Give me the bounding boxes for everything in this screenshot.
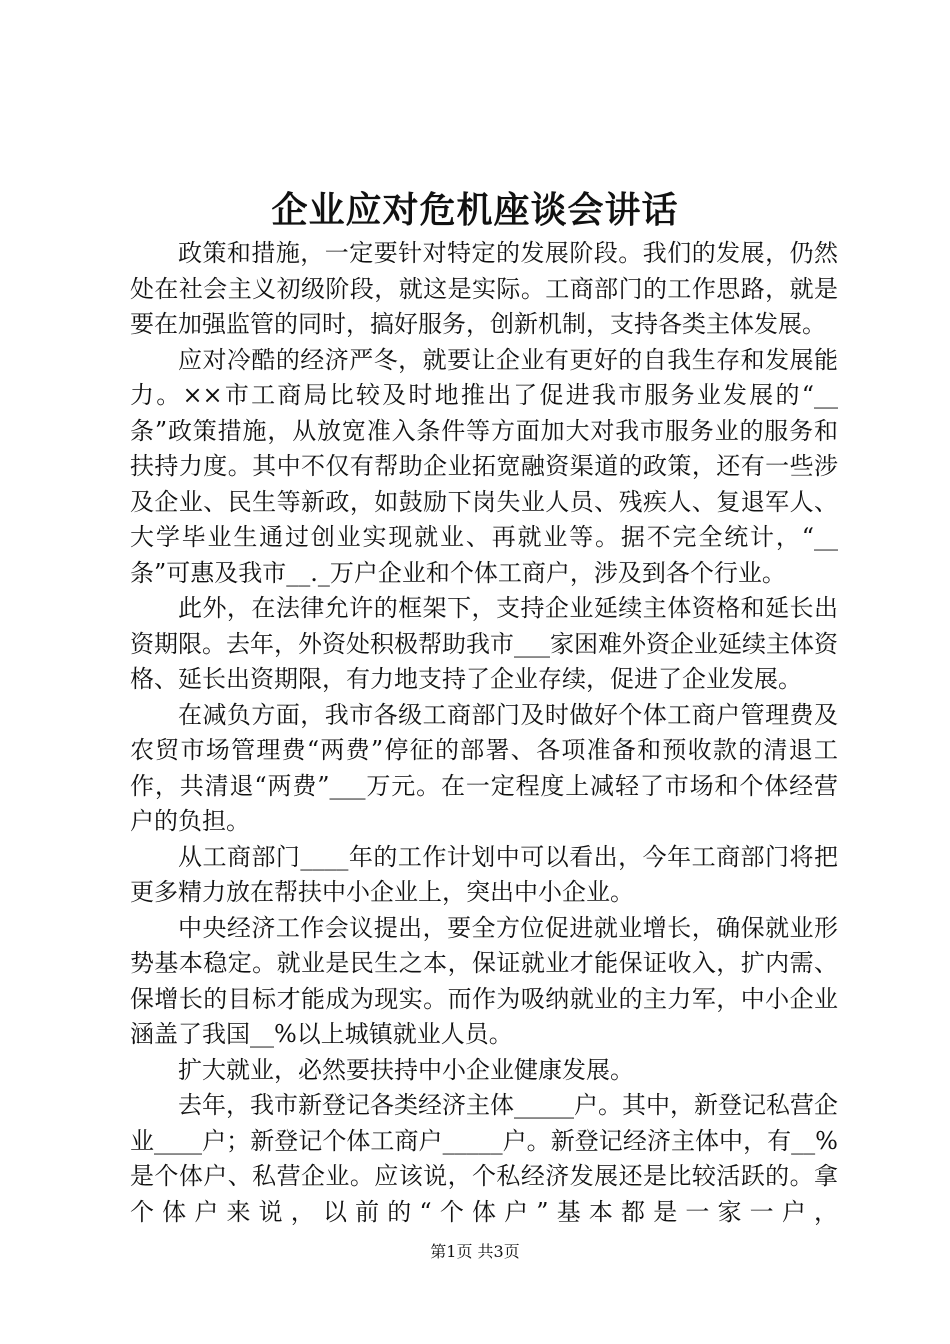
paragraph: 扩大就业，必然要扶持中小企业健康发展。 [178, 1055, 634, 1084]
paragraph: 从工商部门____年的工作计划中可以看出，今年工商部门将把更多精力放在帮扶中小企业上，突出中小企业。 [130, 842, 838, 906]
paragraph: 去年，我市新登记各类经济主体_____户。其中，新登记私营企业____户；新登记个体工商户_____户。新登记经济主体中，有__%是个体户、私营企业。应该说，个私经济发展还是比较活跃的。拿个体户来说，以前的“个体户”基本都是一家一户， [130, 1091, 838, 1226]
paragraph: 政策和措施，一定要针对特定的发展阶段。我们的发展，仍然处在社会主义初级阶段，就这是实际。工商部门的工作思路，就是要在加强监管的同时，搞好服务，创新机制，支持各类主体发展。 [130, 239, 838, 338]
paragraph: 中央经济工作会议提出，要全方位促进就业增长，确保就业形势基本稳定。就业是民生之本，保证就业才能保证收入，扩内需、保增长的目标才能成为现实。而作为吸纳就业的主力军，中小企业涵盖了我国__%以上城镇就业人员。 [130, 913, 838, 1048]
paragraph: 应对冷酷的经济严冬，就要让企业有更好的自我生存和发展能力。××市工商局比较及时地推出了促进我市服务业发展的“__条”政策措施，从放宽准入条件等方面加大对我市服务业的服务和扶持力度。其中不仅有帮助企业拓宽融资渠道的政策，还有一些涉及企业、民生等新政，如鼓励下岗失业人员、残疾人、复退军人、大学毕业生通过创业实现就业、再就业等。据不完全统计，“__条”可惠及我市__._万户企业和个体工商户，涉及到各个行业。 [130, 345, 838, 587]
page-footer: 第1页 共3页 [430, 1242, 520, 1261]
document-title: 企业应对危机座谈会讲话 [271, 189, 679, 231]
document-body [130, 236, 838, 1230]
paragraph: 在减负方面，我市各级工商部门及时做好个体工商户管理费及农贸市场管理费“两费”停征的部署、各项准备和预收款的清退工作，共清退“两费”___万元。在一定程度上减轻了市场和个体经营户的负担。 [130, 700, 838, 835]
paragraph: 此外，在法律允许的框架下，支持企业延续主体资格和延长出资期限。去年，外资处积极帮助我市___家困难外资企业延续主体资格、延长出资期限，有力地支持了企业存续，促进了企业发展。 [130, 594, 838, 693]
